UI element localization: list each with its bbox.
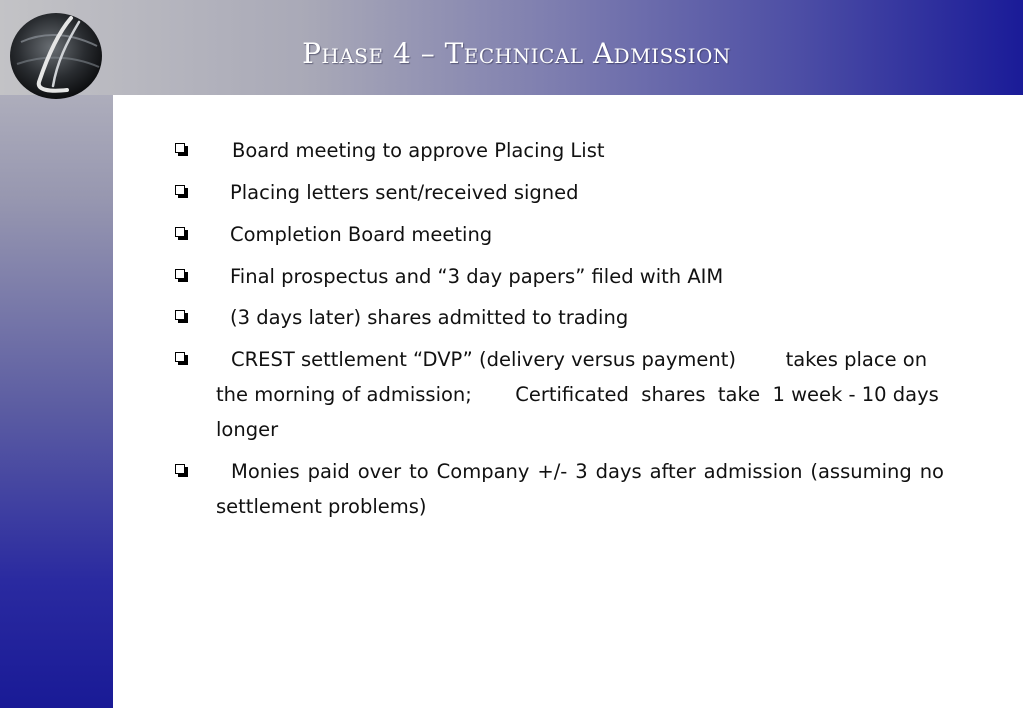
list-item-text: Final prospectus and “3 day papers” filed with AIM xyxy=(230,265,724,288)
hollow-square-bullet-icon xyxy=(175,227,188,240)
slide-content xyxy=(113,95,1023,708)
hollow-square-bullet-icon xyxy=(175,352,188,365)
left-gradient-sidebar xyxy=(0,0,113,708)
list-item-text: Placing letters sent/received signed xyxy=(230,181,579,204)
slide-title: Phase 4 – Technical Admission xyxy=(302,37,731,70)
list-item-text: CREST settlement “DVP” (delivery versus payment) takes place on the morning of admission; Certificated shares take 1 week - 10 days longer xyxy=(216,348,946,441)
list-item-text: Board meeting to approve Placing List xyxy=(232,139,605,162)
hollow-square-bullet-icon xyxy=(175,185,188,198)
hollow-square-bullet-icon xyxy=(175,269,188,282)
hollow-square-bullet-icon xyxy=(175,464,188,477)
list-item-text: Monies paid over to Company +/- 3 days after admission (assuming no settlement problems) xyxy=(216,460,944,518)
hollow-square-bullet-icon xyxy=(175,310,188,323)
list-item-text: Completion Board meeting xyxy=(230,223,493,246)
list-item-text: (3 days later) shares admitted to trading xyxy=(230,306,629,329)
hollow-square-bullet-icon xyxy=(175,143,188,156)
